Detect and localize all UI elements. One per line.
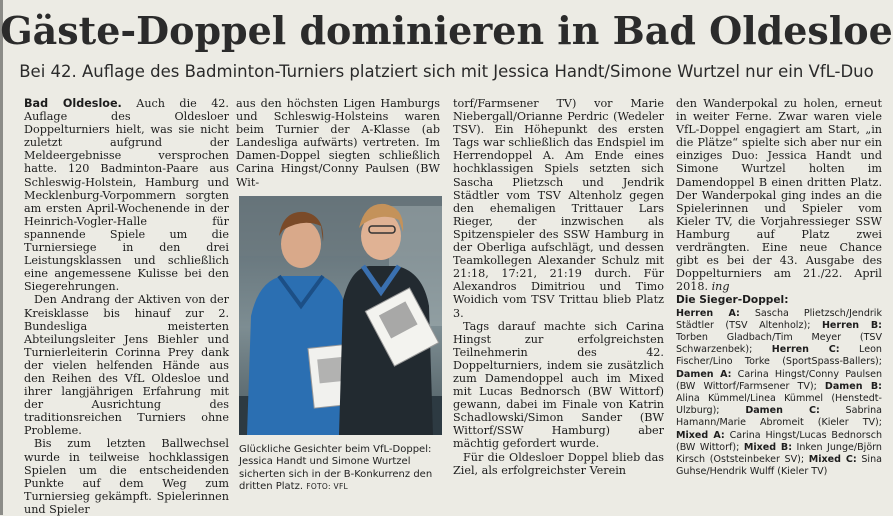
column-1: [24, 97, 229, 516]
result-text: Carina Hingst/Conny Paulsen (BW Wittorf/Farmsener TV);: [676, 368, 882, 392]
result-category: Damen B:: [824, 380, 882, 392]
column-2-text: [236, 97, 440, 189]
result-category: Herren C:: [771, 344, 840, 356]
paragraph: torf/Farmsener TV) vor Marie Niebergall/Orianne Perdric (Wedeler TSV). Ein Höhepunkt des ersten Tags war schließlich das Endspiel im Herrendoppel A. Am Ende eines hochklassigen Spiels setzten sich Sascha Plietzsch und Jendrik Städtler vom TSV Altenholz gegen den ehemaligen Trittauer Lars Rieger, der inzwischen als Spitzenspieler des SSW Hamburg in der Oberliga aufschlägt, und dessen Teamkollegen Alexander Schulz mit 21:18, 17:21, 21:19 durch. Für Alexandros Dimitriou und Timo Woidich vom TSV Trittau blieb Platz 3.: [453, 97, 664, 320]
paragraph: Tags darauf machte sich Carina Hingst zur erfolgreichsten Teilnehmerin des 42. Doppelturniers, indem sie zusätzlich zum Damendoppel auch im Mixed mit Lucas Bednorsch (BW Wittorf) gewann, dabei im Finale von Katrin Schadlowski/Simon Sander (BW Wittorf/SSW Hamburg) aber mächtig gefordert wurde.: [453, 319, 664, 451]
result-text: Carina Hingst/Lucas Bednorsch (BW Wittorf);: [676, 429, 883, 453]
article-photo: [239, 196, 442, 435]
paragraph: [24, 97, 229, 293]
result-text: Sina Guhse/Hendrik Wulff (Kieler TV): [676, 453, 882, 478]
result-text: Inken Junge/Björn Kirsch (Oststeinbeker SV);: [676, 441, 882, 465]
result-text: Alina Kümmel/Linea Kümmel (Henstedt-Ulzburg);: [676, 392, 882, 417]
paragraph: Bis zum letzten Ballwechsel wurde in teilweise hochklassigen Spielen um die entscheidenden Punkte auf dem Weg zum Turniersieg gekämpft. Spielerinnen und Spieler: [24, 437, 229, 516]
result-text: Sabrina Hamann/Marie Abromeit (Kieler TV);: [676, 405, 882, 429]
author-initials: ing: [711, 280, 730, 294]
results-title: Die Sieger-Doppel:: [676, 294, 789, 307]
paragraph-text: Auch die 42. Auflage des Oldesloer Doppelturniers hielt, was sie nicht zuletzt aufgrund der Meldeergebnisse versprochen hatte. 120 Badminton-Paare aus Schleswig-Holstein, Hamburg und Mecklenburg-Vorpommern sorgten am ersten April-Wochenende in der Heinrich-Vogler-Halle für spannende Spiele um die Turniersiege in den drei Leistungsklassen und schließlich eine angemessene Kulisse bei den Siegerehrungen.: [24, 97, 229, 294]
result-category: Damen A:: [676, 368, 732, 380]
headline: Gäste-Doppel dominieren in Bad Oldesloe: [0, 8, 893, 53]
result-category: Herren B:: [821, 319, 882, 331]
result-text: Sascha Plietzsch/Jendrik Städtler (TSV Altenholz);: [676, 307, 882, 331]
result-category: Damen C:: [745, 405, 820, 417]
result-text: Leon Fischer/Lino Torke (SportSpass-Ballers);: [676, 344, 882, 368]
photo-caption: [239, 444, 444, 494]
result-text: Torben Gladbach/Tim Meyer (TSV Schwarzenbek);: [676, 331, 882, 356]
paragraph: aus den höchsten Ligen Hamburgs und Schleswig-Holsteins waren beim Turnier der A-Klasse (ab Landesliga aufwärts) vertreten. Im Damen-Doppel siegten schließlich Carina Hingst/Conny Paulsen (BW Wit-: [236, 97, 440, 189]
paragraph: Für die Oldesloer Doppel blieb das Ziel, als erfolgreichster Verein: [453, 450, 664, 477]
result-category: Mixed A:: [676, 429, 725, 441]
photo-credit: FOTO: VFL: [306, 482, 349, 492]
results-list: [676, 308, 882, 479]
photo-illustration: [239, 196, 442, 435]
result-category: Mixed B:: [743, 441, 793, 453]
paragraph-text: den Wanderpokal zu holen, erneut in weiter Ferne. Zwar waren viele VfL-Doppel engagiert am Start, „in die Plätze“ spielte sich aber nur ein einziges Duo: Jessica Handt und Simone Wurtzel holten im Damendoppel B einen dritten Platz. Der Wanderpokal ging indes an die Spielerinnen und Spieler vom Kieler TV, die Vorjahressieger SSW Hamburg auf Platz zwei verdrängten. Eine neue Chance gibt es bei der 43. Ausgabe des Doppelturniers am 21./22. April 2018.: [676, 97, 882, 294]
caption-text: Glückliche Gesichter beim VfL-Doppel: Jessica Handt und Simone Wurtzel sicherten sich in der B-Konkurrenz den dritten Platz.: [239, 444, 433, 493]
dateline: Bad Oldesloe.: [24, 97, 122, 110]
paragraph: Den Andrang der Aktiven von der Kreisklasse bis hinauf zur 2. Bundesliga meisterten Abteilungsleiter Jens Biehler und Turnierleiterin Corinna Prey dank der vielen helfenden Hände aus den Reihen des VfL Oldesloe und ihrer langjährigen Erfahrung mit der Ausrichtung des traditionsreichen Turniers ohne Probleme.: [24, 293, 229, 438]
column-4: [676, 97, 882, 512]
subheadline: Bei 42. Auflage des Badminton-Turniers platziert sich mit Jessica Handt/Simone Wurtzel nur ein VfL-Duo: [19, 62, 874, 81]
result-category: Mixed C:: [808, 453, 857, 465]
column-3: [453, 97, 664, 512]
paragraph: [676, 97, 882, 293]
result-category: Herren A:: [676, 307, 740, 319]
